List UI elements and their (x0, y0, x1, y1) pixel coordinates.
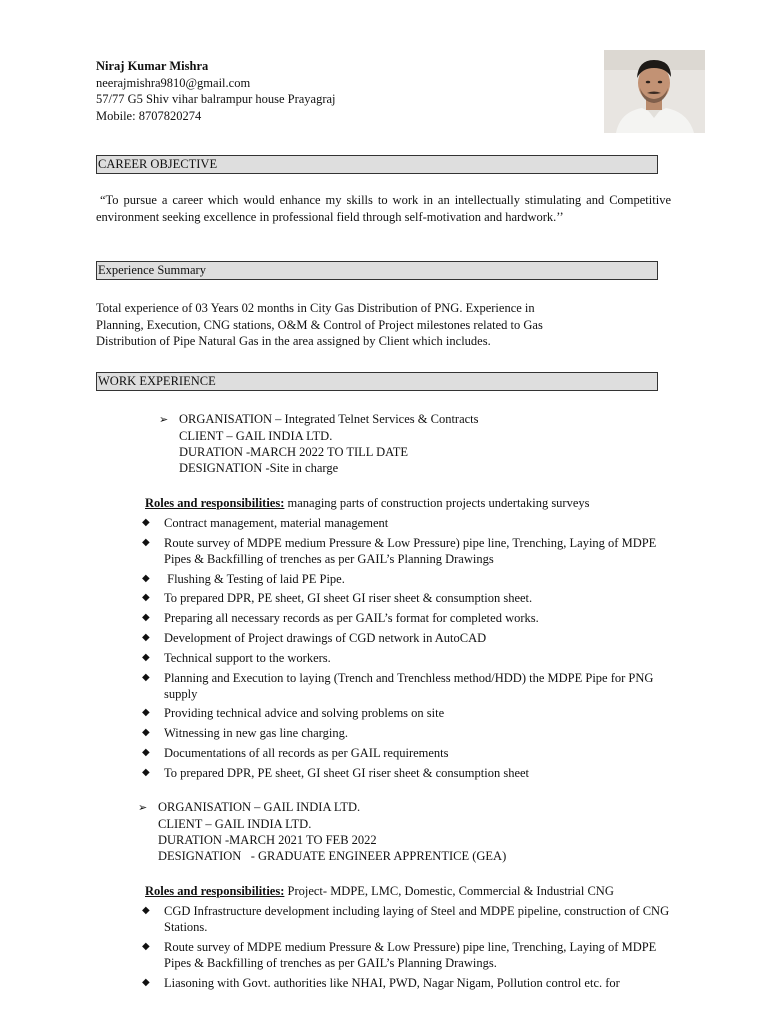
summary-line: Distribution of Pipe Natural Gas in the area assigned by Client which includes. (96, 334, 491, 348)
list-item: ◆ Preparing all necessary records as per GAIL’s format for completed works. (142, 611, 539, 626)
diamond-bullet-icon: ◆ (142, 631, 150, 643)
career-objective-heading: CAREER OBJECTIVE (96, 155, 658, 174)
mobile-text: Mobile: 8707820274 (96, 108, 202, 123)
job-designation: DESIGNATION -Site in charge (179, 461, 339, 475)
profile-photo (604, 50, 705, 133)
roles-text: Project- MDPE, LMC, Domestic, Commercial & Industrial CNG (284, 884, 614, 898)
summary-line: Planning, Execution, CNG stations, O&M & Control of Project milestones related to Gas (96, 317, 543, 332)
diamond-bullet-icon: ◆ (142, 612, 150, 624)
list-item: ◆ To prepared DPR, PE sheet, GI sheet GI riser sheet & consumption sheet (142, 765, 530, 780)
diamond-bullet-icon: ◆ (142, 517, 150, 528)
list-item: ◆ To prepared DPR, PE sheet, GI sheet GI riser sheet & consumption sheet. (142, 591, 533, 606)
summary-line: Total experience of 03 Years 02 months in City Gas Distribution of PNG. Experience in (96, 301, 535, 315)
job-1-roles-heading (145, 495, 685, 511)
career-objective-text (96, 192, 671, 225)
diamond-bullet-icon: ◆ (142, 766, 150, 778)
job-2-responsibilities (140, 903, 675, 994)
email-text: neerajmishra9810@gmail.com (96, 75, 251, 90)
job-duration: DURATION -MARCH 2021 TO FEB 2022 (158, 833, 377, 847)
roles-label: Roles and responsibilities: (145, 496, 285, 510)
list-item: ◆ Planning and Execution to laying (Trench and Trenchless method/HDD) the MDPE Pipe for PNG supply (142, 670, 654, 701)
contact-header (96, 58, 336, 124)
experience-summary-text (96, 300, 671, 350)
job-2-roles-heading (145, 883, 685, 899)
arrow-bullet-icon: ➢ (159, 414, 169, 426)
diamond-bullet-icon: ◆ (142, 592, 150, 604)
job-1-details (159, 411, 479, 476)
job-designation: DESIGNATION - GRADUATE ENGINEER APPRENTICE (GEA) (158, 849, 507, 863)
diamond-bullet-icon: ◆ (142, 940, 150, 952)
diamond-bullet-icon: ◆ (142, 727, 150, 739)
list-item: ◆ Route survey of MDPE medium Pressure & Low Pressure) pipe line, Trenching, Laying of MDPE Pipes & Backfilling of trenches as per GAIL’s Planning Drawings. (142, 939, 657, 970)
experience-summary-heading: Experience Summary (96, 261, 658, 280)
diamond-bullet-icon: ◆ (142, 651, 150, 663)
job-client: CLIENT – GAIL INDIA LTD. (158, 817, 312, 831)
career-objective-body: “To pursue a career which would enhance my skills to work in an intellectually stimulating and Competitive environment seeking excellence in professional field through self-motivation and hardwork.’’ (96, 193, 671, 224)
diamond-bullet-icon: ◆ (142, 976, 150, 988)
candidate-name: Niraj Kumar Mishra (96, 59, 209, 73)
diamond-bullet-icon: ◆ (142, 746, 150, 758)
diamond-bullet-icon: ◆ (142, 671, 150, 683)
job-duration: DURATION -MARCH 2022 TO TILL DATE (179, 445, 409, 459)
list-item: ◆ Route survey of MDPE medium Pressure & Low Pressure) pipe line, Trenching, Laying of MDPE Pipes & Backfilling of trenches as per GAIL’s Planning Drawings (142, 535, 657, 566)
list-item: ◆ CGD Infrastructure development including laying of Steel and MDPE pipeline, construction of CNG Stations. (142, 904, 670, 934)
job-1-responsibilities (140, 515, 675, 785)
list-item: ◆ Providing technical advice and solving problems on site (142, 706, 445, 721)
address-text: 57/77 G5 Shiv vihar balrampur house Prayagraj (96, 92, 336, 106)
list-item: ◆ Documentations of all records as per GAIL requirements (142, 745, 449, 760)
work-experience-heading: WORK EXPERIENCE (96, 372, 658, 391)
job-organisation: ORGANISATION – GAIL INDIA LTD. (158, 800, 361, 814)
diamond-bullet-icon: ◆ (142, 905, 150, 916)
list-item: ◆ Technical support to the workers. (142, 650, 331, 665)
arrow-bullet-icon: ➢ (138, 802, 148, 814)
roles-text: managing parts of construction projects undertaking surveys (284, 496, 590, 510)
diamond-bullet-icon: ◆ (142, 536, 150, 548)
list-item: ◆ Development of Project drawings of CGD network in AutoCAD (142, 630, 487, 645)
job-organisation: ORGANISATION – Integrated Telnet Services & Contracts (179, 412, 479, 426)
job-2-details (138, 799, 506, 864)
job-client: CLIENT – GAIL INDIA LTD. (179, 429, 333, 443)
list-item: ◆ Liasoning with Govt. authorities like NHAI, PWD, Nagar Nigam, Pollution control etc. for (142, 975, 620, 990)
list-item: ◆ Witnessing in new gas line charging. (142, 726, 348, 741)
diamond-bullet-icon: ◆ (142, 572, 150, 584)
diamond-bullet-icon: ◆ (142, 707, 150, 719)
list-item: ◆ Flushing & Testing of laid PE Pipe. (142, 571, 345, 586)
roles-label: Roles and responsibilities: (145, 884, 285, 898)
list-item: ◆ Contract management, material management (142, 516, 389, 530)
